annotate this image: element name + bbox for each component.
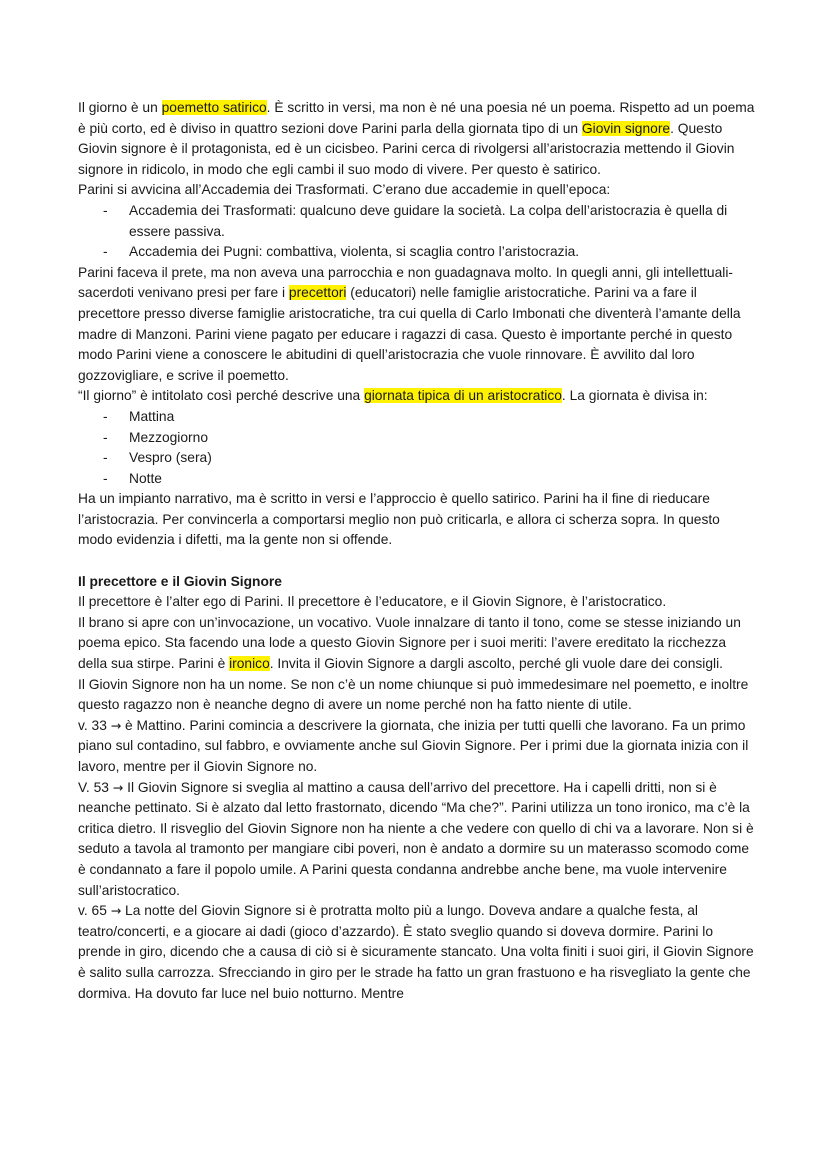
verse-53-paragraph	[78, 778, 758, 902]
precettore-paragraph	[78, 263, 758, 387]
text-run: Parini faceva il prete, ma non aveva una parrocchia e non guadagnava molto. In quegli anni, gli intellettuali-sacerdoti venivano presi per fare i	[78, 264, 733, 301]
list-item: - Accademia dei Trasformati: qualcuno deve guidare la società. La colpa dell’aristocrazia è quella di essere passiva.	[78, 201, 758, 242]
text-run: Il giorno è un	[78, 100, 162, 115]
highlight: Giovin signore	[581, 120, 671, 136]
verse-ref: V. 53	[78, 779, 109, 795]
giornata-paragraph	[78, 386, 758, 407]
text-run: Il Giovin Signore si sveglia al mattino a causa dell’arrivo del precettore. Ha i capelli dritti, non si è neanche pettinato. Si è alzato dal letto frastornato, dicendo “Ma che?”. Parini utilizza un tono ironico, ma c’è la critica dietro. Il risveglio del Giovin Signore non ha niente a che vedere con quello di chi va a lavorare. Non si è seduto a tavola al tramonto per mangiare cibi poveri, non è andato a dormire su un materasso scomodo come è condannato a fare il popolo umile. A Parini questa condanna andrebbe anche bene, ma vuole intervenire sull’aristocratico.	[78, 779, 754, 898]
text-run: . La giornata è divisa in:	[561, 388, 708, 404]
list-item: - Mattina	[78, 407, 758, 428]
highlight: poemetto satirico	[161, 100, 267, 115]
list-item: - Notte	[78, 469, 758, 490]
document-page	[78, 98, 758, 1004]
text-run: . È scritto in versi, ma non è né una poesia né un poema. Rispetto ad un poema è più corto, ed è diviso in quattro sezioni dove Parini parla della giornata tipo di un	[78, 100, 755, 136]
intro-paragraph	[78, 98, 758, 180]
text-run: . Invita il Giovin Signore a dargli ascolto, perché gli vuole dare dei consigli.	[269, 656, 723, 672]
list-item: - Accademia dei Pugni: combattiva, violenta, si scaglia contro l’aristocrazia.	[78, 242, 758, 263]
highlight: giornata tipica di un aristocratico	[364, 388, 562, 404]
invocation-paragraph	[78, 613, 758, 675]
text-run: . Questo Giovin signore è il protagonista, ed è un cicisbeo. Parini cerca di rivolgersi all’aristocrazia mettendo il Giovin signore in ridicolo, in modo che egli cambi il suo modo di vivere. Per questo è satirico.	[78, 120, 735, 177]
text-run: (educatori) nelle famiglie aristocratiche. Parini va a fare il precettore presso diverse famiglie aristocratiche, tra cui quella di Carlo Imbonati che diventerà l’amante della madre di Manzoni. Parini viene pagato per educare i ragazzi di casa. Questo è importante perché in questo modo Parini viene a conoscere le abitudini di quell’aristocrazia che vuole rinnovare. È avvilito dal loro gozzovigliare, e scrive il poemetto.	[78, 285, 741, 383]
text-run: “Il giorno” è intitolato così perché descrive una	[78, 388, 365, 404]
right-arrow-icon: →	[110, 717, 122, 733]
text-run: La notte del Giovin Signore si è protratta molto più a lungo. Doveva andare a qualche festa, al teatro/concerti, e a giocare ai dadi (gioco d’azzardo). È stato sveglio quando si doveva dormire. Parini lo prende in giro, dicendo che a causa di ciò si è sicuramente stancato. Una volta finiti i suoi giri, il Giovin Signore è salito sulla carrozza. Sfrecciando in giro per le strade ha fatto un gran frastuono e ha risvegliato la gente che dormiva. Ha dovuto far luce nel buio notturno. Mentre	[78, 903, 754, 1001]
parts-list	[78, 407, 758, 489]
right-arrow-icon: →	[112, 779, 124, 795]
verse-33-paragraph	[78, 716, 758, 778]
spacer	[78, 551, 758, 572]
list-item: - Mezzogiorno	[78, 428, 758, 449]
section-heading: Il precettore e il Giovin Signore	[78, 573, 282, 589]
text-run: Il brano si apre con un’invocazione, un vocativo. Vuole innalzare di tanto il tono, come se stesse iniziando un poema epico. Sta facendo una lode a questo Giovin Signore per i suoi meriti: l’avere ereditato la ricchezza della sua stirpe. Parini è	[78, 614, 741, 672]
highlight: precettori	[288, 285, 347, 301]
satirical-paragraph: Ha un impianto narrativo, ma è scritto in versi e l’approccio è quello satirico. Parini ha il fine di rieducare l’aristocrazia. Per convincerla a comportarsi meglio non può criticarla, e allora ci scherza sopra. In questo modo evidenzia i difetti, ma la gente non si offende.	[78, 491, 720, 548]
alter-ego-paragraph: Il precettore è l’alter ego di Parini. Il precettore è l’educatore, e il Giovin Signore, è l’aristocratico.	[78, 594, 667, 610]
text-run: è Mattino. Parini comincia a descrivere la giornata, che inizia per tutti quelli che lavorano. Fa un primo piano sul contadino, sul fabbro, e ovviamente anche sul Giovin Signore. Per i primi due la giornata inizia con il lavoro, mentre per il Giovin Signore no.	[78, 717, 749, 774]
academies-intro: Parini si avvicina all’Accademia dei Trasformati. C’erano due accademie in quell’epoca:	[78, 182, 611, 198]
no-name-paragraph: Il Giovin Signore non ha un nome. Se non c’è un nome chiunque si può immedesimare nel poemetto, e inoltre questo ragazzo non è neanche degno di avere un nome perché non ha fatto niente di utile.	[78, 676, 749, 713]
verse-65-paragraph	[78, 901, 758, 1004]
right-arrow-icon: →	[110, 903, 122, 919]
verse-ref: v. 65	[78, 903, 107, 919]
list-item: - Vespro (sera)	[78, 448, 758, 469]
academies-list	[78, 201, 758, 263]
highlight: ironico	[229, 656, 270, 672]
verse-ref: v. 33	[78, 717, 107, 733]
